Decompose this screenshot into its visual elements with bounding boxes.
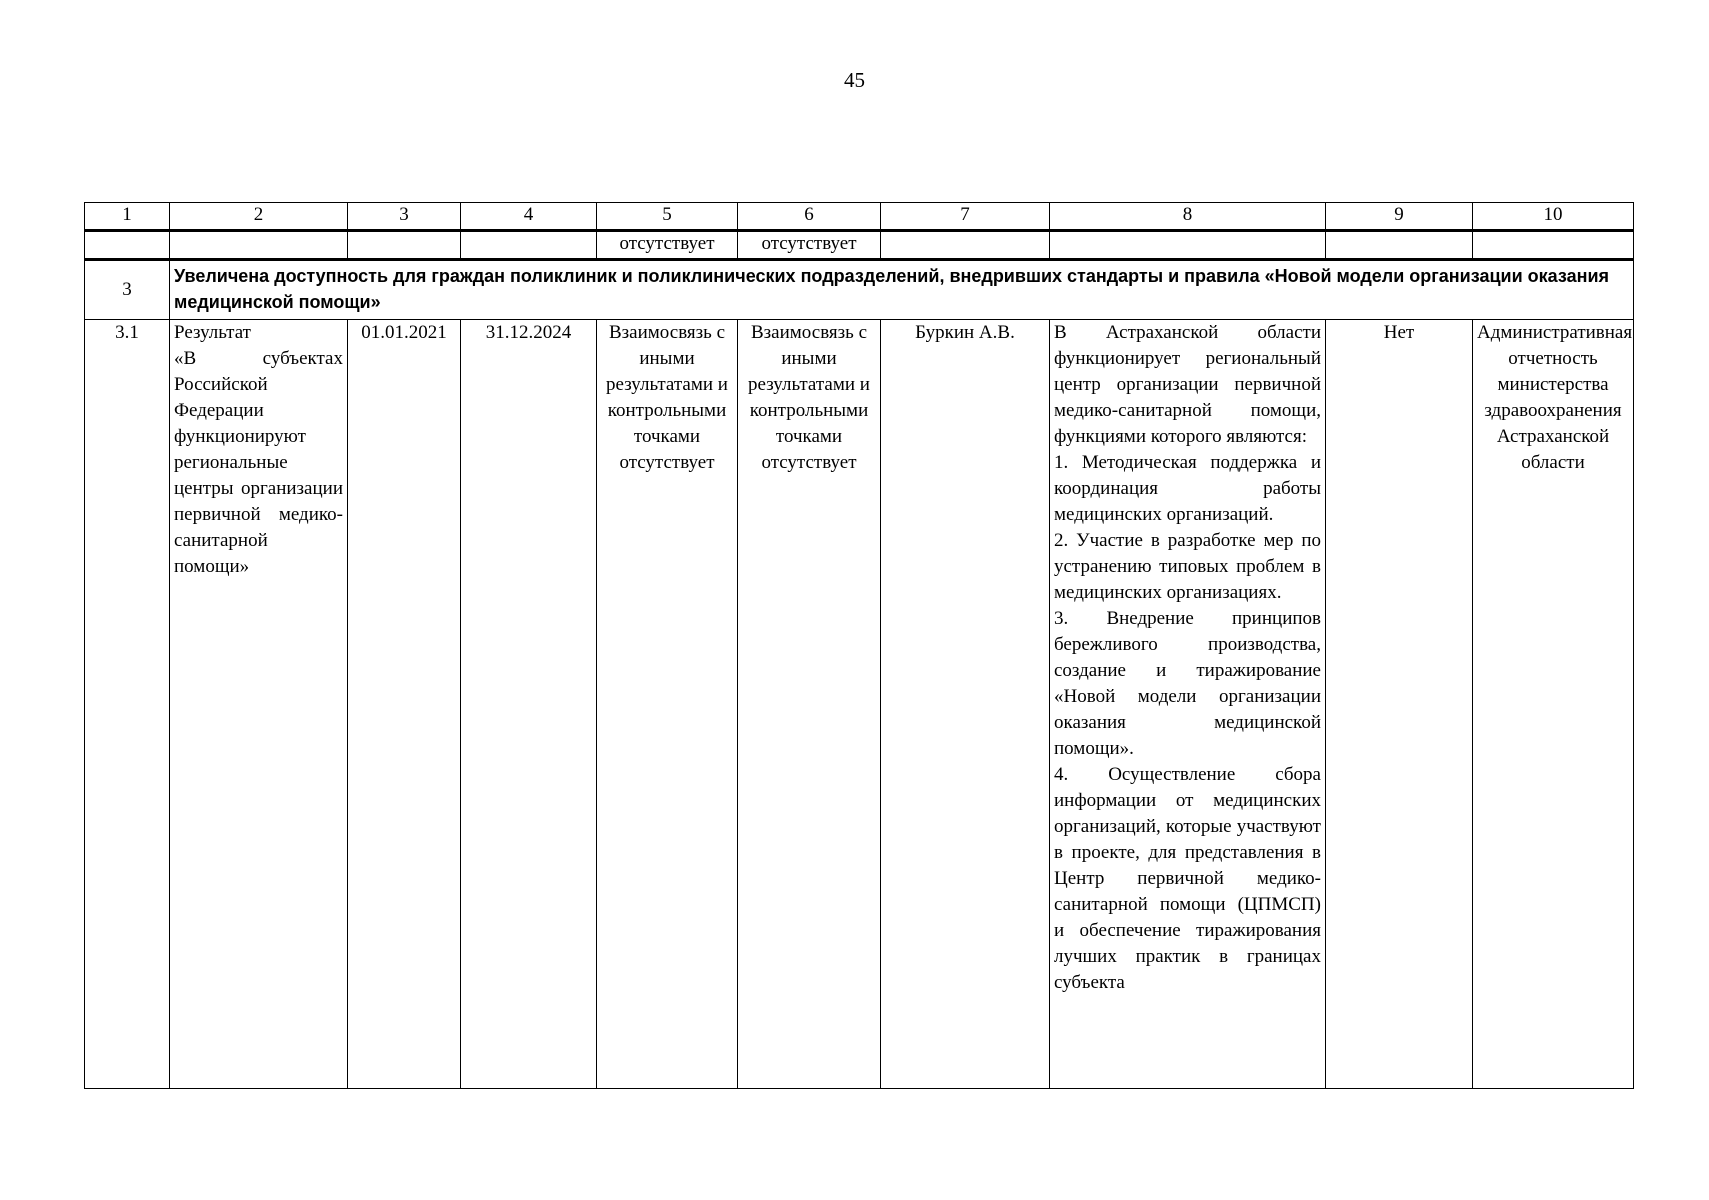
column-number: 4	[461, 203, 597, 231]
table-cell	[1326, 231, 1473, 260]
result-name: Результат «В субъектах Российской Федерации функционируют региональные центры организации первичной медико-санитарной помощи»	[170, 320, 348, 1089]
page-number: 45	[844, 68, 865, 92]
table-cell: отсутствует	[738, 231, 881, 260]
result-description	[1050, 320, 1326, 1089]
column-number: 6	[738, 203, 881, 231]
column-number: 5	[597, 203, 738, 231]
column-number: 2	[170, 203, 348, 231]
row-number: 3.1	[85, 320, 170, 1089]
column-number: 7	[881, 203, 1050, 231]
section-title: Увеличена доступность для граждан поликлиник и поликлинических подразделений, внедривших стандарты и правила «Новой модели организации оказания медицинской помощи»	[170, 260, 1634, 320]
table-cell	[461, 231, 597, 260]
end-date: 31.12.2024	[461, 320, 597, 1089]
table-cell	[1473, 231, 1634, 260]
description-item: 4. Осуществление сбора информации от медицинских организаций, которые участвуют в проекте, для представления в Центр первичной медико-санитарной помощи (ЦПМСП) и обеспечение тиражирования лучших практик в границах субъекта	[1054, 764, 1321, 993]
table-cell	[348, 231, 461, 260]
description-item: 2. Участие в разработке мер по устранению типовых проблем в медицинских организациях.	[1054, 530, 1321, 603]
section-row	[85, 260, 1634, 320]
section-number: 3	[85, 260, 170, 320]
continuation-row	[85, 231, 1634, 260]
column-number: 1	[85, 203, 170, 231]
table-cell: отсутствует	[597, 231, 738, 260]
relation-note: Взаимосвязь с иными результатами и контрольными точками отсутствует	[738, 320, 881, 1089]
report-source: Административная отчетность министерства здравоохранения Астраханской области	[1473, 320, 1634, 1089]
column-number-row	[85, 203, 1634, 231]
column-number: 9	[1326, 203, 1473, 231]
column-number: 3	[348, 203, 461, 231]
responsible-person: Буркин А.В.	[881, 320, 1050, 1089]
column-number: 10	[1473, 203, 1634, 231]
relation-note: Взаимосвязь с иными результатами и контрольными точками отсутствует	[597, 320, 738, 1089]
description-item: 3. Внедрение принципов бережливого производства, создание и тиражирование «Новой модели организации оказания медицинской помощи».	[1054, 608, 1321, 759]
table-cell	[170, 231, 348, 260]
description-intro: В Астраханской области функционирует региональный центр организации первичной медико-санитарной помощи, функциями которого являются:	[1054, 322, 1321, 447]
table-row	[85, 320, 1634, 1089]
table-cell	[1050, 231, 1326, 260]
table-cell	[85, 231, 170, 260]
start-date: 01.01.2021	[348, 320, 461, 1089]
indicator-flag: Нет	[1326, 320, 1473, 1089]
table-cell	[881, 231, 1050, 260]
description-item: 1. Методическая поддержка и координация работы медицинских организаций.	[1054, 452, 1321, 525]
column-number: 8	[1050, 203, 1326, 231]
plan-table	[84, 202, 1634, 1089]
